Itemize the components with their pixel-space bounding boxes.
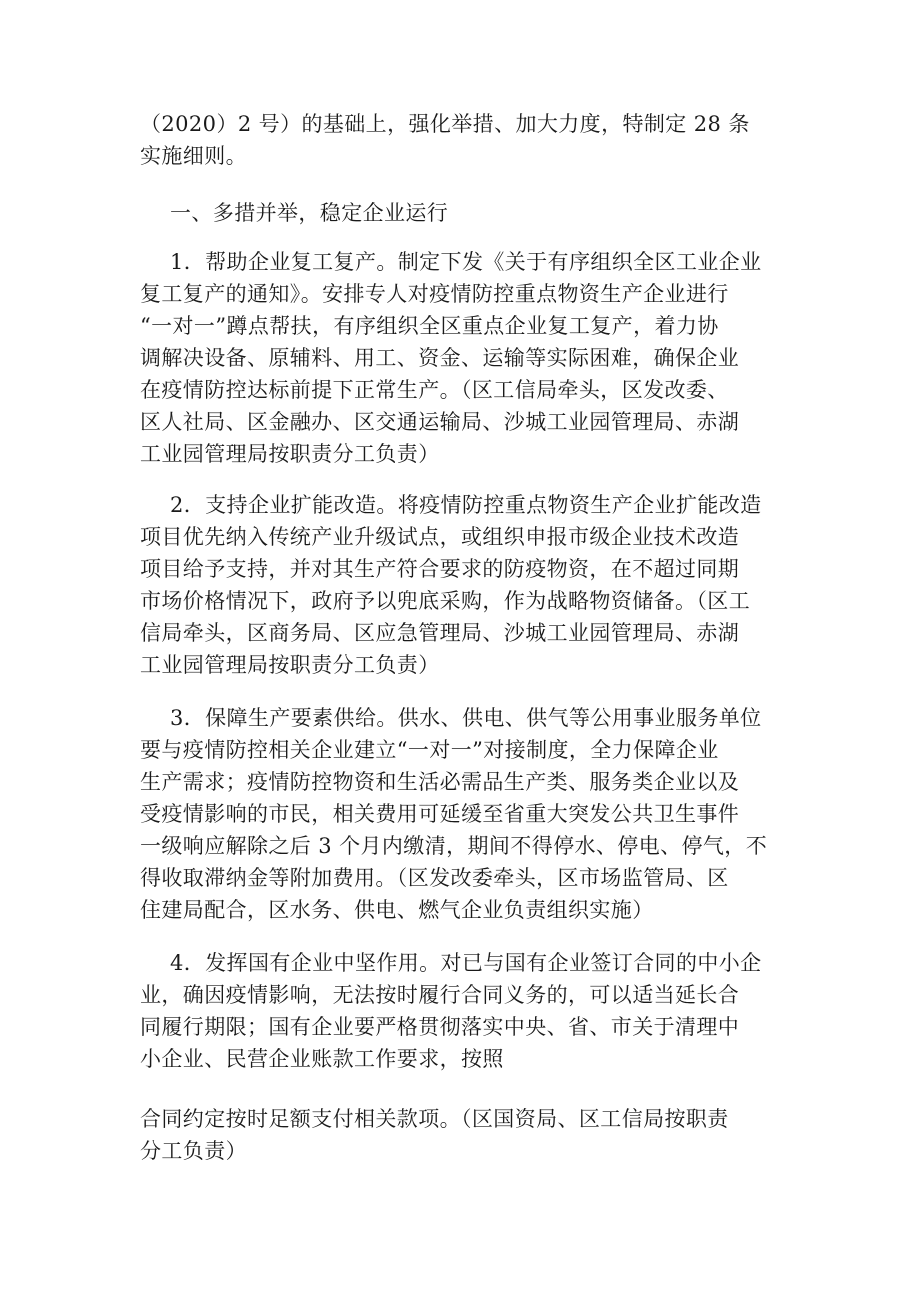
text-line: 受疫情影响的市民，相关费用可延缓至省重大突发公共卫生事件 (140, 802, 740, 826)
text-line: 在疫情防控达标前提下正常生产。（区工信局牵头，区发改委、 (140, 378, 729, 402)
text-line: （2020）2 号）的基础上，强化举措、加大力度，特制定 28 条 (140, 112, 750, 136)
text-line: 实施细则。 (140, 144, 247, 168)
text-line: 项目优先纳入传统产业升级试点，或组织申报市级企业技术改造 (140, 525, 740, 549)
section-heading (140, 197, 800, 229)
item-paragraph-2 (140, 489, 800, 681)
intro-paragraph (140, 108, 800, 172)
text-line: 信局牵头，区商务局、区应急管理局、沙城工业园管理局、赤湖 (140, 621, 740, 645)
item-paragraph-3 (140, 702, 800, 926)
text-line: 分工负责） (140, 1139, 247, 1163)
text-line: “一对一”蹲点帮扶，有序组织全区重点企业复工复产，着力协 (140, 314, 719, 338)
text-line: 3．保障生产要素供给。供水、供电、供气等公用事业服务单位 (170, 706, 762, 730)
text-line: 工业园管理局按职责分工负责） (140, 653, 440, 677)
text-line: 一级响应解除之后 3 个月内缴清，期间不得停水、停电、停气，不 (140, 834, 768, 858)
text-line: 生产需求；疫情防控物资和生活必需品生产类、服务类企业以及 (140, 770, 740, 794)
text-line: 2．支持企业扩能改造。将疫情防控重点物资生产企业扩能改造 (170, 493, 762, 517)
text-line: 要与疫情防控相关企业建立“一对一”对接制度，全力保障企业 (140, 738, 719, 762)
text-line: 项目给予支持，并对其生产符合要求的防疫物资，在不超过同期 (140, 557, 740, 581)
text-line: 同履行期限；国有企业要严格贯彻落实中央、省、市关于清理中 (140, 1015, 740, 1039)
text-line: 小企业、民营企业账款工作要求，按照 (140, 1047, 504, 1071)
text-line: 调解决设备、原辅料、用工、资金、运输等实际困难，确保企业 (140, 346, 740, 370)
text-line: 市场价格情况下，政府予以兜底采购，作为战略物资储备。（区工 (140, 589, 751, 613)
text-line: 得收取滞纳金等附加费用。（区发改委牵头，区市场监管局、区 (140, 866, 729, 890)
continuation-paragraph (140, 1103, 800, 1167)
item-paragraph-1 (140, 246, 800, 470)
text-line: 业，确因疫情影响，无法按时履行合同义务的，可以适当延长合 (140, 983, 740, 1007)
text-line: 住建局配合，区水务、供电、燃气企业负责组织实施） (140, 898, 654, 922)
item-paragraph-4 (140, 947, 800, 1075)
text-line: 工业园管理局按职责分工负责） (140, 442, 440, 466)
text-line: 区人社局、区金融办、区交通运输局、沙城工业园管理局、赤湖 (140, 410, 740, 434)
section-heading-text: 一、多措并举，稳定企业运行 (170, 201, 449, 225)
text-line: 1．帮助企业复工复产。制定下发《关于有序组织全区工业企业 (170, 250, 762, 274)
text-line: 4．发挥国有企业中坚作用。对已与国有企业签订合同的中小企 (170, 951, 762, 975)
text-line: 复工复产的通知》。安排专人对疫情防控重点物资生产企业进行 (140, 282, 729, 306)
text-line: 合同约定按时足额支付相关款项。（区国资局、区工信局按职责 (140, 1107, 729, 1131)
